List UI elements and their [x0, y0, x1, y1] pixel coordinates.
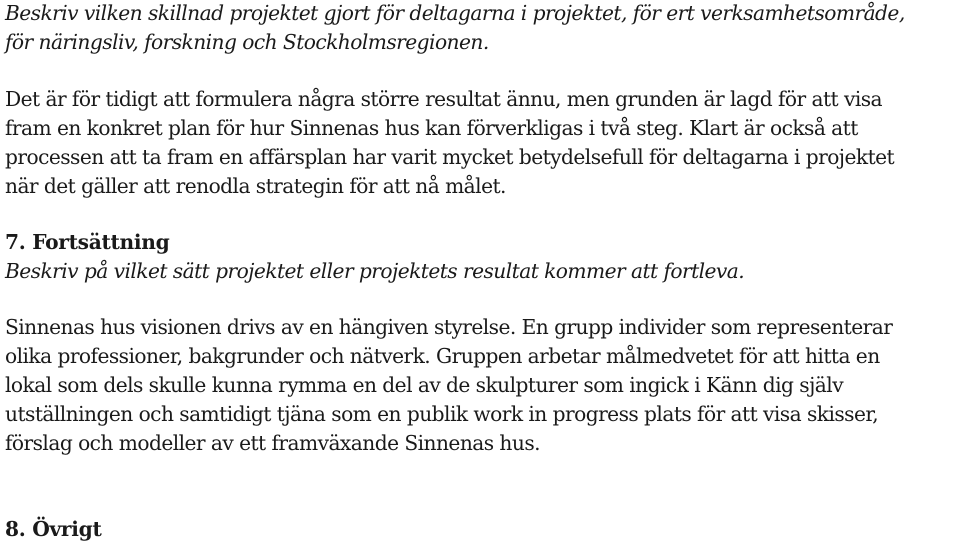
section6-answer-line-3: processen att ta fram en affärsplan har varit mycket betydelsefull för deltagarna i projektet [5, 145, 895, 169]
section6-answer-line-4: när det gäller att renodla strategin för att nå målet. [5, 174, 506, 198]
section8-heading: 8. Övrigt [5, 517, 102, 541]
section7-answer-line-4: utställningen och samtidigt tjäna som en publik work in progress plats för att visa skisser, [5, 402, 879, 426]
section6-answer-line-2: fram en konkret plan för hur Sinnenas hus kan förverkligas i två steg. Klart är också att [5, 116, 858, 140]
section7-answer-line-2: olika professioner, bakgrunder och nätverk. Gruppen arbetar målmedvetet för att hitta en [5, 344, 880, 368]
section7-heading: 7. Fortsättning [5, 230, 170, 254]
section7-question: Beskriv på vilket sätt projektet eller projektets resultat kommer att fortleva. [5, 259, 745, 283]
section6-answer-line-1: Det är för tidigt att formulera några större resultat ännu, men grunden är lagd för att visa [5, 87, 883, 111]
section7-answer-line-5: förslag och modeller av ett framväxande Sinnenas hus. [5, 431, 541, 455]
section6-question-line-2: för näringsliv, forskning och Stockholmsregionen. [5, 30, 489, 54]
section7-answer-line-1: Sinnenas hus visionen drivs av en hängiven styrelse. En grupp individer som representerar [5, 315, 893, 339]
section7-answer-line-3: lokal som dels skulle kunna rymma en del av de skulpturer som ingick i Känn dig själv [5, 373, 844, 397]
section6-question-line-1: Beskriv vilken skillnad projektet gjort för deltagarna i projektet, för ert verksamhetsområde, [5, 1, 905, 25]
